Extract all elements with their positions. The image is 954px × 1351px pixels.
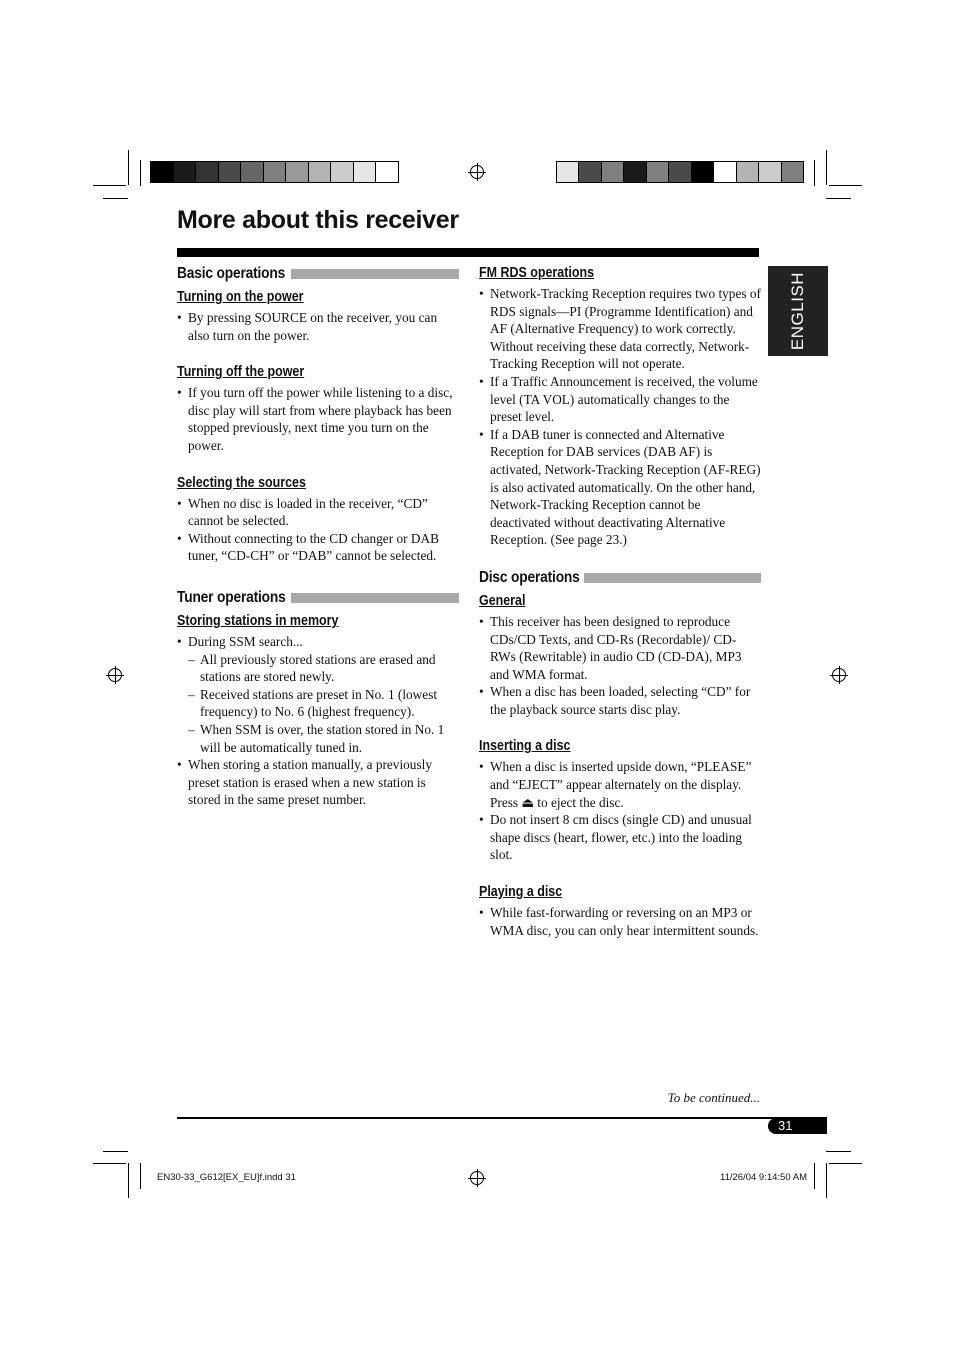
subsection — [479, 265, 761, 549]
page-title: More about this receiver — [177, 206, 459, 234]
crop-mark — [826, 1151, 851, 1152]
color-swatch — [286, 162, 309, 182]
color-swatch — [151, 162, 174, 182]
color-swatch — [714, 162, 736, 182]
list-item: • While fast-forwarding or reversing on an MP3 or WMA disc, you can only hear intermittent sounds. — [479, 904, 761, 939]
subsection-title: FM RDS operations — [479, 265, 595, 281]
color-calibration-bar-right — [556, 161, 804, 183]
crop-mark — [826, 1163, 827, 1198]
crop-mark — [93, 1163, 126, 1164]
subsection — [479, 884, 761, 939]
list-item: • If a DAB tuner is connected and Alternative Reception for DAB services (DAB AF) is activated, Network-Tracking Reception (AF-REG) is also activated automatically. On the other hand, Network-Tracking Reception cannot be deactivated without deactivating Alternative Reception. (See page 23.) — [479, 426, 761, 549]
section-heading — [177, 589, 459, 607]
subsection — [177, 289, 459, 344]
crop-mark — [826, 198, 851, 199]
subsection-title: Selecting the sources — [177, 474, 306, 491]
color-swatch — [647, 162, 669, 182]
section-heading — [177, 265, 459, 283]
section-heading-bar — [584, 573, 761, 583]
crop-mark — [128, 150, 129, 185]
color-swatch — [737, 162, 759, 182]
registration-mark-icon — [470, 165, 484, 179]
subsection-title: Inserting a disc — [479, 738, 571, 755]
crop-mark — [103, 198, 128, 199]
subsection — [177, 475, 459, 565]
subsection-title: General — [479, 592, 526, 609]
color-swatch — [602, 162, 624, 182]
subsection-title: Storing stations in memory — [177, 612, 339, 629]
color-swatch — [354, 162, 377, 182]
color-swatch — [219, 162, 242, 182]
item-list — [177, 309, 459, 344]
section-heading-bar — [291, 593, 459, 603]
subsection — [177, 613, 459, 809]
continued-note: To be continued... — [667, 1090, 760, 1105]
item-list — [479, 285, 761, 549]
subsection — [479, 738, 761, 864]
crop-mark — [128, 1163, 129, 1198]
left-column — [177, 265, 459, 809]
list-item: • When storing a station manually, a previously preset station is erased when a new station is stored in the same preset number. — [177, 756, 459, 809]
list-item: • When no disc is loaded in the receiver, “CD” cannot be selected. — [177, 495, 459, 530]
subsection-title: Turning off the power — [177, 364, 305, 381]
subsection-title: Turning on the power — [177, 289, 304, 305]
list-item: • When a disc has been loaded, selecting “CD” for the playback source starts disc play. — [479, 683, 761, 718]
crop-mark — [140, 1163, 141, 1189]
item-list — [479, 904, 761, 939]
color-swatch — [309, 162, 332, 182]
crop-mark — [93, 185, 126, 186]
list-item: – Received stations are preset in No. 1 (lowest frequency) to No. 6 (highest frequency). — [177, 686, 459, 721]
list-item: • Network-Tracking Reception requires two types of RDS signals—PI (Programme Identification) and AF (Alternative Frequency) to work correctly. Without receiving these data correctly, Network-Tracking Reception will not operate. — [479, 285, 761, 373]
item-list — [177, 384, 459, 454]
subsection — [177, 364, 459, 454]
color-swatch — [692, 162, 714, 182]
section-heading-bar — [291, 269, 459, 279]
slug-datetime: 11/26/04 9:14:50 AM — [720, 1172, 807, 1183]
item-list — [177, 495, 459, 565]
section-heading-text: Disc operations — [479, 568, 580, 586]
section-heading-text: Tuner operations — [177, 588, 286, 606]
color-swatch — [759, 162, 781, 182]
language-tab-label: ENGLISH — [788, 271, 807, 351]
section — [177, 265, 459, 565]
registration-mark-icon — [470, 1171, 484, 1185]
page-number-badge — [768, 1118, 827, 1134]
color-swatch — [174, 162, 197, 182]
section — [479, 265, 761, 549]
list-item: • During SSM search... — [177, 633, 459, 651]
section — [177, 589, 459, 809]
color-swatch — [557, 162, 579, 182]
language-tab — [768, 266, 828, 356]
color-calibration-bar-left — [150, 161, 399, 183]
crop-mark — [814, 160, 815, 186]
subsection — [479, 593, 761, 719]
item-list — [479, 613, 761, 719]
list-item: • Without connecting to the CD changer or DAB tuner, “CD-CH” or “DAB” cannot be selected. — [177, 530, 459, 565]
subsection-title: Playing a disc — [479, 884, 563, 901]
crop-mark — [814, 1163, 815, 1189]
section — [479, 569, 761, 939]
list-item: • If you turn off the power while listening to a disc, disc play will start from where playback has been stopped previously, next time you turn on the power. — [177, 384, 459, 454]
page-number: 31 — [778, 1118, 793, 1133]
registration-mark-icon — [108, 668, 122, 682]
list-item: • Do not insert 8 cm discs (single CD) and unusual shape discs (heart, flower, etc.) into the loading slot. — [479, 811, 761, 864]
list-item: • By pressing SOURCE on the receiver, you can also turn on the power. — [177, 309, 459, 344]
color-swatch — [331, 162, 354, 182]
list-item: – When SSM is over, the station stored in No. 1 will be automatically tuned in. — [177, 721, 459, 756]
list-item: • If a Traffic Announcement is received, the volume level (TA VOL) automatically changes to the preset level. — [479, 373, 761, 426]
crop-mark — [140, 160, 141, 186]
right-column — [479, 265, 761, 939]
color-swatch — [264, 162, 287, 182]
color-swatch — [196, 162, 219, 182]
list-item: – All previously stored stations are erased and stations are stored newly. — [177, 651, 459, 686]
list-item: • This receiver has been designed to reproduce CDs/CD Texts, and CD-Rs (Recordable)/ CD-RWs (Rewritable) in audio CD (CD-DA), MP3 and WMA format. — [479, 613, 761, 683]
list-item: • When a disc is inserted upside down, “PLEASE” and “EJECT” appear alternately on the display. Press ⏏ to eject the disc. — [479, 758, 761, 811]
color-swatch — [624, 162, 646, 182]
section-heading-text: Basic operations — [177, 265, 286, 282]
color-swatch — [669, 162, 691, 182]
footer-rule — [177, 1117, 827, 1119]
item-list — [177, 633, 459, 809]
crop-mark — [103, 1151, 128, 1152]
crop-mark — [826, 150, 827, 185]
color-swatch — [579, 162, 601, 182]
crop-mark — [829, 185, 862, 186]
color-swatch — [376, 162, 398, 182]
section-heading — [479, 569, 761, 587]
color-swatch — [241, 162, 264, 182]
slug-file: EN30-33_G612[EX_EU]f.indd 31 — [157, 1172, 296, 1183]
crop-mark — [829, 1163, 862, 1164]
registration-mark-icon — [832, 668, 846, 682]
color-swatch — [782, 162, 803, 182]
title-rule — [177, 248, 759, 257]
item-list — [479, 758, 761, 864]
